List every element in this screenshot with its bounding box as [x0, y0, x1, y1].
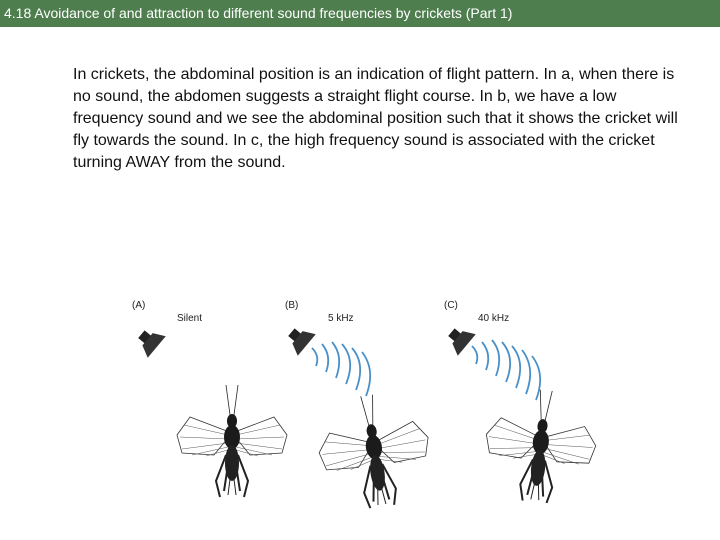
cricket-icon — [312, 388, 437, 514]
slide-body-text: In crickets, the abdominal position is an indication of flight pattern. In a, when there is no sound, the abdomen suggests a straight flight course. In b, we have a low frequency sound and we see the abdominal position such that it shows the cricket will fly towards the sound. In c, the high frequency sound is associated with the cricket turning AWAY from the sound. — [73, 66, 678, 171]
speaker-icon — [448, 327, 476, 356]
panel-c — [444, 300, 600, 507]
sound-waves — [312, 342, 370, 396]
cricket-figure — [120, 290, 600, 520]
slide-title: 4.18 Avoidance of and attraction to different sound frequencies by crickets (Part 1) — [0, 0, 720, 27]
speaker-icon — [288, 327, 316, 356]
panel-b — [285, 300, 437, 514]
panel-condition: 5 kHz — [328, 313, 354, 324]
speaker-icon — [138, 329, 166, 358]
cricket-icon — [480, 385, 600, 508]
panel-letter: (C) — [444, 300, 458, 311]
panel-condition: 40 kHz — [478, 313, 510, 324]
panel-condition: Silent — [177, 313, 203, 324]
panel-letter: (B) — [285, 300, 299, 311]
panel-a — [132, 300, 287, 497]
cricket-icon — [177, 385, 287, 497]
panel-letter: (A) — [132, 300, 146, 311]
sound-waves — [472, 340, 540, 400]
